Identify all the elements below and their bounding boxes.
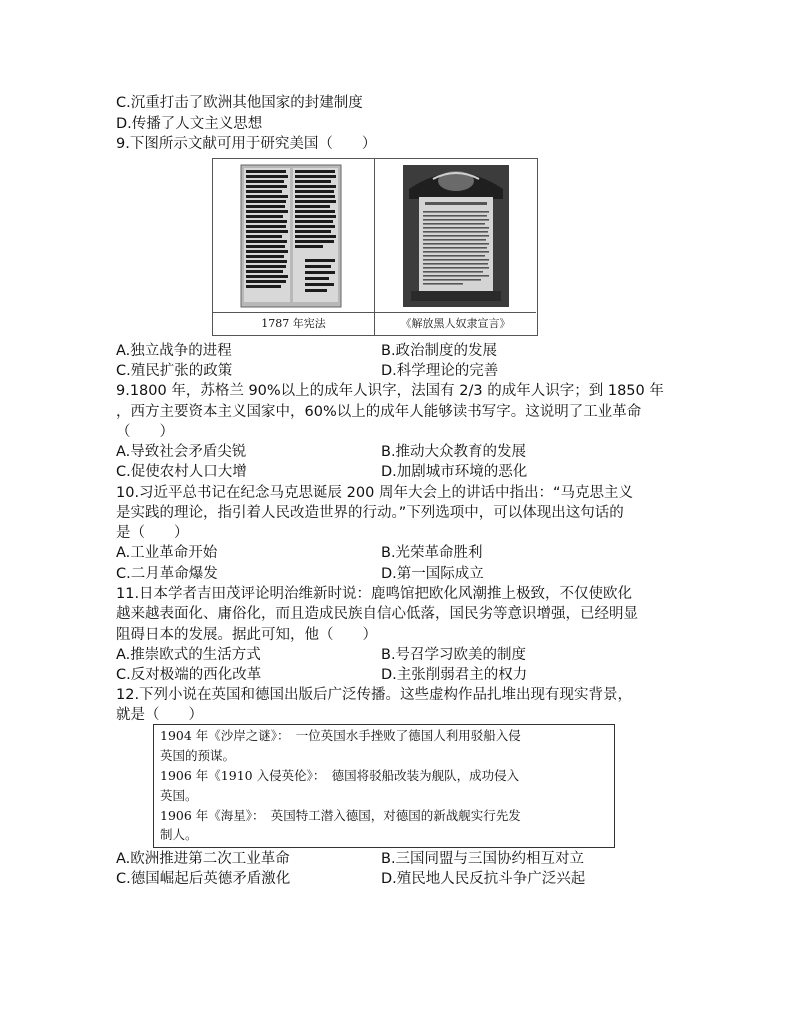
q12-option-b: B.三国同盟与三国协约相互对立	[381, 851, 585, 867]
q10-option-a: A.工业革命开始	[116, 545, 218, 561]
quote-line-1: 1904 年《沙岸之谜》： 一位英国水手挫败了德国人利用驳船入侵	[160, 728, 521, 743]
q12-stem-line-1: 12.下列小说在英国和德国出版后广泛传播。这些虚构作品扎堆出现有现实背景，	[116, 687, 633, 703]
q10-option-b: B.光荣革命胜利	[381, 545, 483, 561]
q9b-stem-line-3: （ ）	[116, 424, 174, 440]
q11-stem-line-3: 阻碍日本的发展。据此可知，他（ ）	[116, 627, 377, 643]
q10-stem-line-1: 10.习近平总书记在纪念马克思诞辰 200 周年大会上的讲话中指出：“马克思主义	[116, 485, 633, 501]
constitution-1787-image	[213, 159, 374, 313]
q11-stem-line-1: 11.日本学者吉田茂评论明治维新时说：鹿鸣馆把欧化风潮推上极致，不仅使欧化	[116, 586, 633, 602]
q12-option-c: C.德国崛起后英德矛盾激化	[116, 871, 291, 887]
q12-option-a: A.欧洲推进第二次工业革命	[116, 851, 290, 867]
q9-option-b: B.政治制度的发展	[381, 343, 498, 359]
quote-line-6: 制人。	[160, 827, 198, 842]
q12-option-d: D.殖民地人民反抗斗争广泛兴起	[381, 871, 586, 887]
q9b-option-d: D.加剧城市环境的恶化	[381, 464, 528, 480]
q9b-option-b: B.推动大众教育的发展	[381, 444, 527, 460]
q11-stem-line-2: 越来越表面化、庸俗化，而且造成民族自信心低落，国民劣等意识增强，已经明显	[116, 606, 638, 622]
quote-line-4: 英国。	[160, 788, 198, 803]
constitution-1787-panel	[213, 159, 375, 335]
q9-option-c: C.殖民扩张的政策	[116, 363, 233, 379]
q9-document-figure	[212, 158, 538, 336]
q12-novel-excerpt-box	[153, 724, 615, 848]
q10-option-c: C.二月革命爆发	[116, 566, 218, 582]
q11-option-c: C.反对极端的西化改革	[116, 667, 262, 683]
q9-stem: 9.下图所示文献可用于研究美国（ ）	[116, 136, 377, 152]
emancipation-proclamation-image	[375, 159, 536, 313]
q12-stem-line-2: 就是（ ）	[116, 707, 203, 723]
q11-option-a: A.推崇欧式的生活方式	[116, 647, 261, 663]
quote-line-2: 英国的预谋。	[160, 748, 236, 763]
q10-option-d: D.第一国际成立	[381, 566, 484, 582]
q9b-stem-line-2: ，西方主要资本主义国家中，60%以上的成年人能够读书写字。这说明了工业革命	[116, 404, 642, 420]
q9-option-d: D.科学理论的完善	[381, 363, 499, 379]
emancipation-panel	[375, 159, 536, 335]
q9-option-a: A.独立战争的进程	[116, 343, 232, 359]
q10-stem-line-3: 是（ ）	[116, 525, 189, 541]
q10-stem-line-2: 是实践的理论，指引着人民改造世界的行动。”下列选项中，可以体现出这句话的	[116, 505, 624, 521]
q9b-option-a: A.导致社会矛盾尖锐	[116, 444, 247, 460]
q8-option-d: D.传播了人文主义思想	[116, 116, 263, 132]
emancipation-caption: 《解放黑人奴隶宣言》	[375, 312, 536, 335]
quote-line-3: 1906 年《1910 入侵英伦》： 德国将驳船改装为舰队，成功侵入	[160, 768, 520, 783]
constitution-caption: 1787 年宪法	[213, 312, 374, 335]
quote-line-5: 1906 年《海星》： 英国特工潜入德国，对德国的新战舰实行先发	[160, 808, 521, 823]
q9b-option-c: C.促使农村人口大增	[116, 464, 247, 480]
q9b-stem-line-1: 9.1800 年，苏格兰 90%以上的成年人识字，法国有 2/3 的成年人识字；到 1850 年	[116, 383, 664, 399]
q8-option-c: C.沉重打击了欧洲其他国家的封建制度	[116, 95, 363, 111]
q11-option-d: D.主张削弱君主的权力	[381, 667, 528, 683]
q11-option-b: B.号召学习欧美的制度	[381, 647, 527, 663]
